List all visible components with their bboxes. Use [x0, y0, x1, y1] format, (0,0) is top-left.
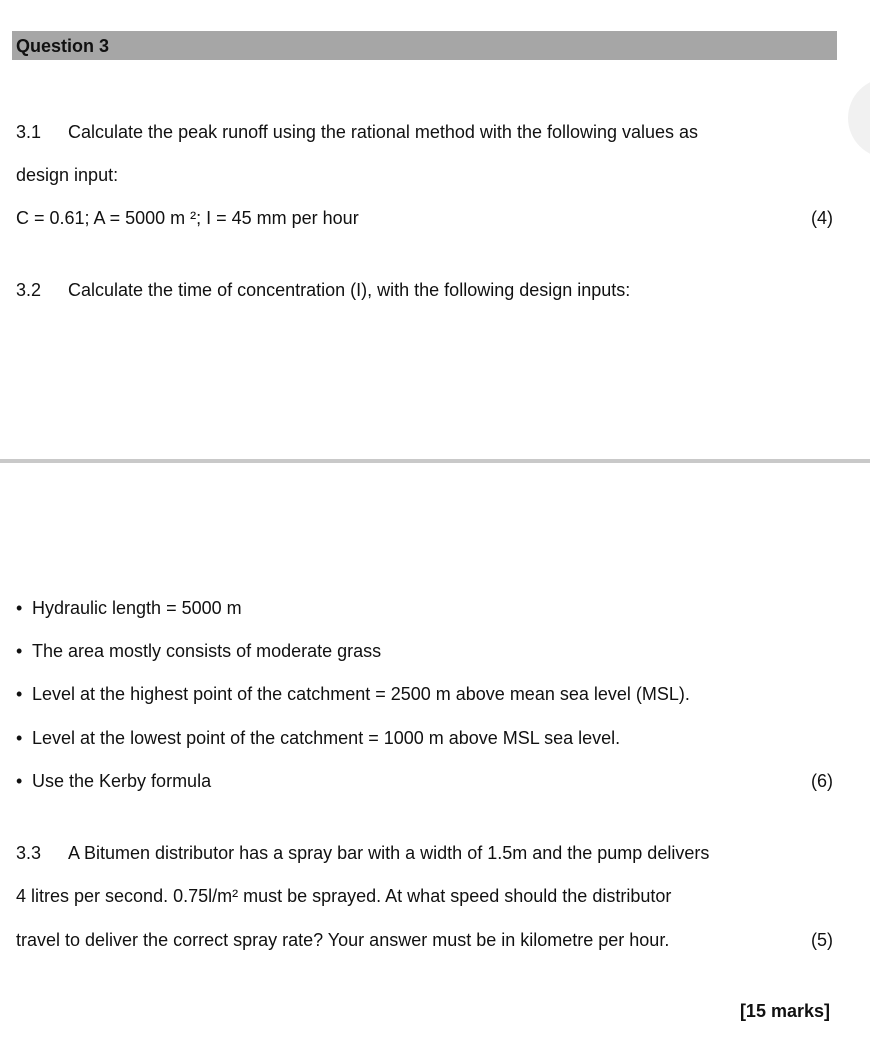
bullet-icon: • — [16, 728, 23, 748]
page-divider — [0, 459, 870, 463]
q32-bullet-2: The area mostly consists of moderate grass — [32, 641, 382, 661]
q32-marks: (6) — [811, 771, 833, 791]
question-header-bar — [12, 31, 837, 60]
q31-line3: C = 0.61; A = 5000 m ²; I = 45 mm per hour — [16, 208, 359, 228]
q32-bullet-5: Use the Kerby formula — [32, 771, 212, 791]
q33-marks: (5) — [811, 930, 833, 950]
bullet-icon: • — [16, 598, 23, 618]
bullet-icon: • — [16, 641, 23, 661]
q33-line2: 4 litres per second. 0.75l/m² must be sprayed. At what speed should the distributor — [16, 886, 672, 906]
q31-marks: (4) — [811, 208, 833, 228]
bullet-icon: • — [16, 684, 23, 704]
total-marks: [15 marks] — [739, 1001, 830, 1021]
q31-line2: design input: — [16, 165, 119, 185]
q32-bullet-4: Level at the lowest point of the catchment = 1000 m above MSL sea level. — [32, 728, 621, 748]
q33-number: 3.3 — [16, 843, 42, 863]
q31-number: 3.1 — [16, 122, 42, 142]
q32-bullet-1: Hydraulic length = 5000 m — [32, 598, 242, 618]
q32-number: 3.2 — [16, 280, 42, 300]
bullet-icon: • — [16, 771, 23, 791]
q31-line1: Calculate the peak runoff using the rational method with the following values as — [68, 122, 699, 142]
decorative-circle — [848, 78, 870, 158]
question-title: Question 3 — [16, 36, 110, 56]
q32-bullet-3: Level at the highest point of the catchment = 2500 m above mean sea level (MSL). — [32, 684, 690, 704]
q33-line3: travel to deliver the correct spray rate? Your answer must be in kilometre per hour. — [16, 930, 670, 950]
q33-line1: A Bitumen distributor has a spray bar with a width of 1.5m and the pump delivers — [68, 843, 710, 863]
q32-line1: Calculate the time of concentration (I), with the following design inputs: — [68, 280, 631, 300]
